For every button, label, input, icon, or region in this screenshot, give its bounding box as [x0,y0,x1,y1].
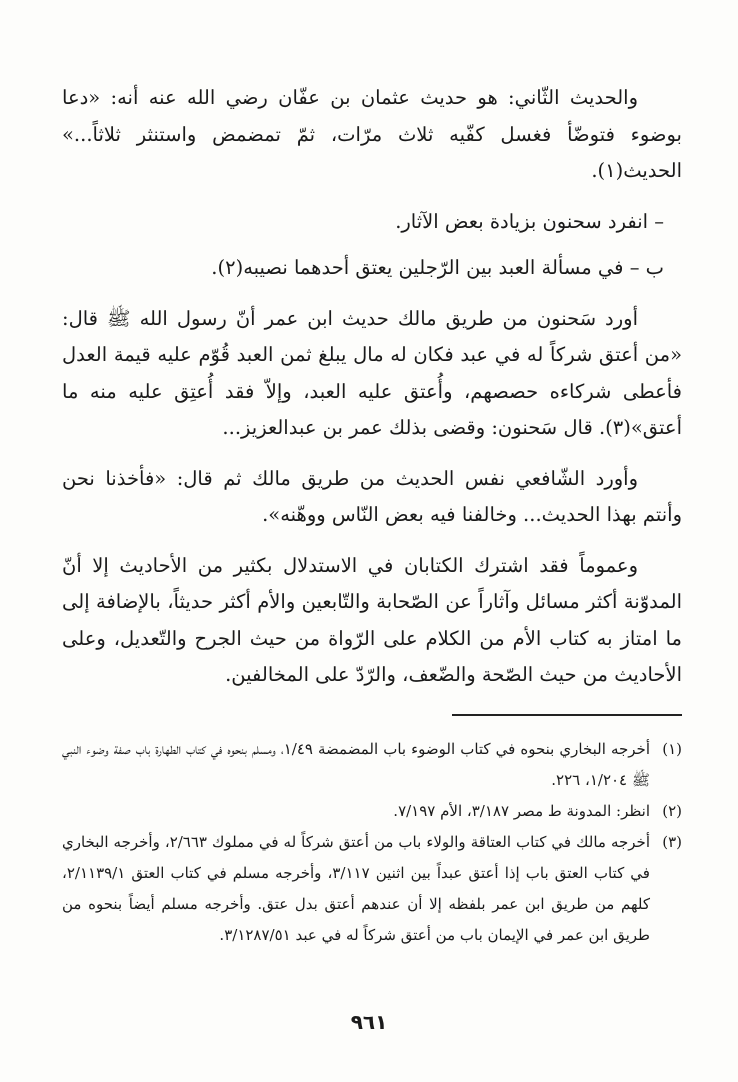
footnote-text: انظر: المدونة ط مصر ٣/١٨٧، الأم ٧/١٩٧. [393,802,650,820]
footnote-1 [62,734,682,796]
paragraph-sahnun-hadith: أورد سَحنون من طريق مالك حديث ابن عمر أنّ رسول الله ﷺ قال: «من أعتق شركاً له في عبد فكان له مال يبلغ ثمن العبد قُوّم عليه قيمة العدل فأعطى شركاءه حصصهم، وأُعتق عليه العبد، وإلاّ فقد أُعتِق عليه منه ما أعتق»(٣). قال سَحنون: وقضى بذلك عمر بن عبدالعزيز... [62,306,682,439]
footnote-number: (١) [662,740,682,758]
footnote-2 [62,796,682,827]
footnote-number: (٢) [662,802,682,820]
footnotes [62,734,682,951]
main-text [62,80,682,708]
subheading-slave-issue: ب – في مسألة العبد بين الرّجلين يعتق أحدهما نصيبه(٢). [211,256,664,279]
paragraph-conclusion: وعموماً فقد اشترك الكتابان في الاستدلال بكثير من الأحاديث إلا أنّ المدوّنة أكثر مسائل وآثاراً عن الصّحابة والتّابعين والأم أكثر حديثاً، بالإضافة إلى ما امتاز به كتاب الأم من الكلام على الرّواة من حيث الجرح والتّعديل، وعلى الأحاديث من حيث الصّحة والضّعف، والرّدّ على المخالفين. [62,553,682,686]
footnote-3 [62,827,682,951]
page-number: ٩٦١ [350,1010,388,1034]
footnote-divider [452,714,682,716]
paragraph-shafii-hadith: وأورد الشّافعي نفس الحديث من طريق مالك ثم قال: «فأخذنا نحن وأنتم بهذا الحديث... وخالفنا فيه بعض النّاس ووهّنه». [62,466,682,526]
paragraph-second-hadith: والحديث الثّاني: هو حديث عثمان بن عفّان رضي الله عنه أنه: «دعا بوضوء فتوضّأ فغسل كفّيه ثلاث مرّات، ثمّ تمضمض واستنثر ثلاثاً...» الحديث(١). [62,86,682,182]
footnote-text: أخرجه البخاري بنحوه في كتاب الوضوء باب المضمضة ١/٤٩، ومسلم بنحوه في كتاب الطهارة باب صفة وضوء النبي ﷺ ١/٢٠٤، ٢٢٦. [62,740,650,789]
footnote-number: (٣) [662,833,682,851]
paragraph-sahnun-athar: – انفرد سحنون بزيادة بعض الآثار. [395,209,664,233]
footnote-text: أخرجه مالك في كتاب العتاقة والولاء باب من أعتق شركاً له في مملوك ٢/٦٦٣، وأخرجه البخاري في كتاب العتق باب إذا أعتق عبداً بين اثنين ٣/١١٧، وأخرجه مسلم في كتاب العتق ٢/١١٣٩/١، كلهم من طريق ابن عمر بلفظه إلا أن عندهم أعتق بدل عتق. وأخرجه مسلم أيضاً بنحوه من طريق ابن عمر في الإيمان باب من أعتق شركاً له في عبد ٣/١٢٨٧/٥١. [62,833,650,944]
